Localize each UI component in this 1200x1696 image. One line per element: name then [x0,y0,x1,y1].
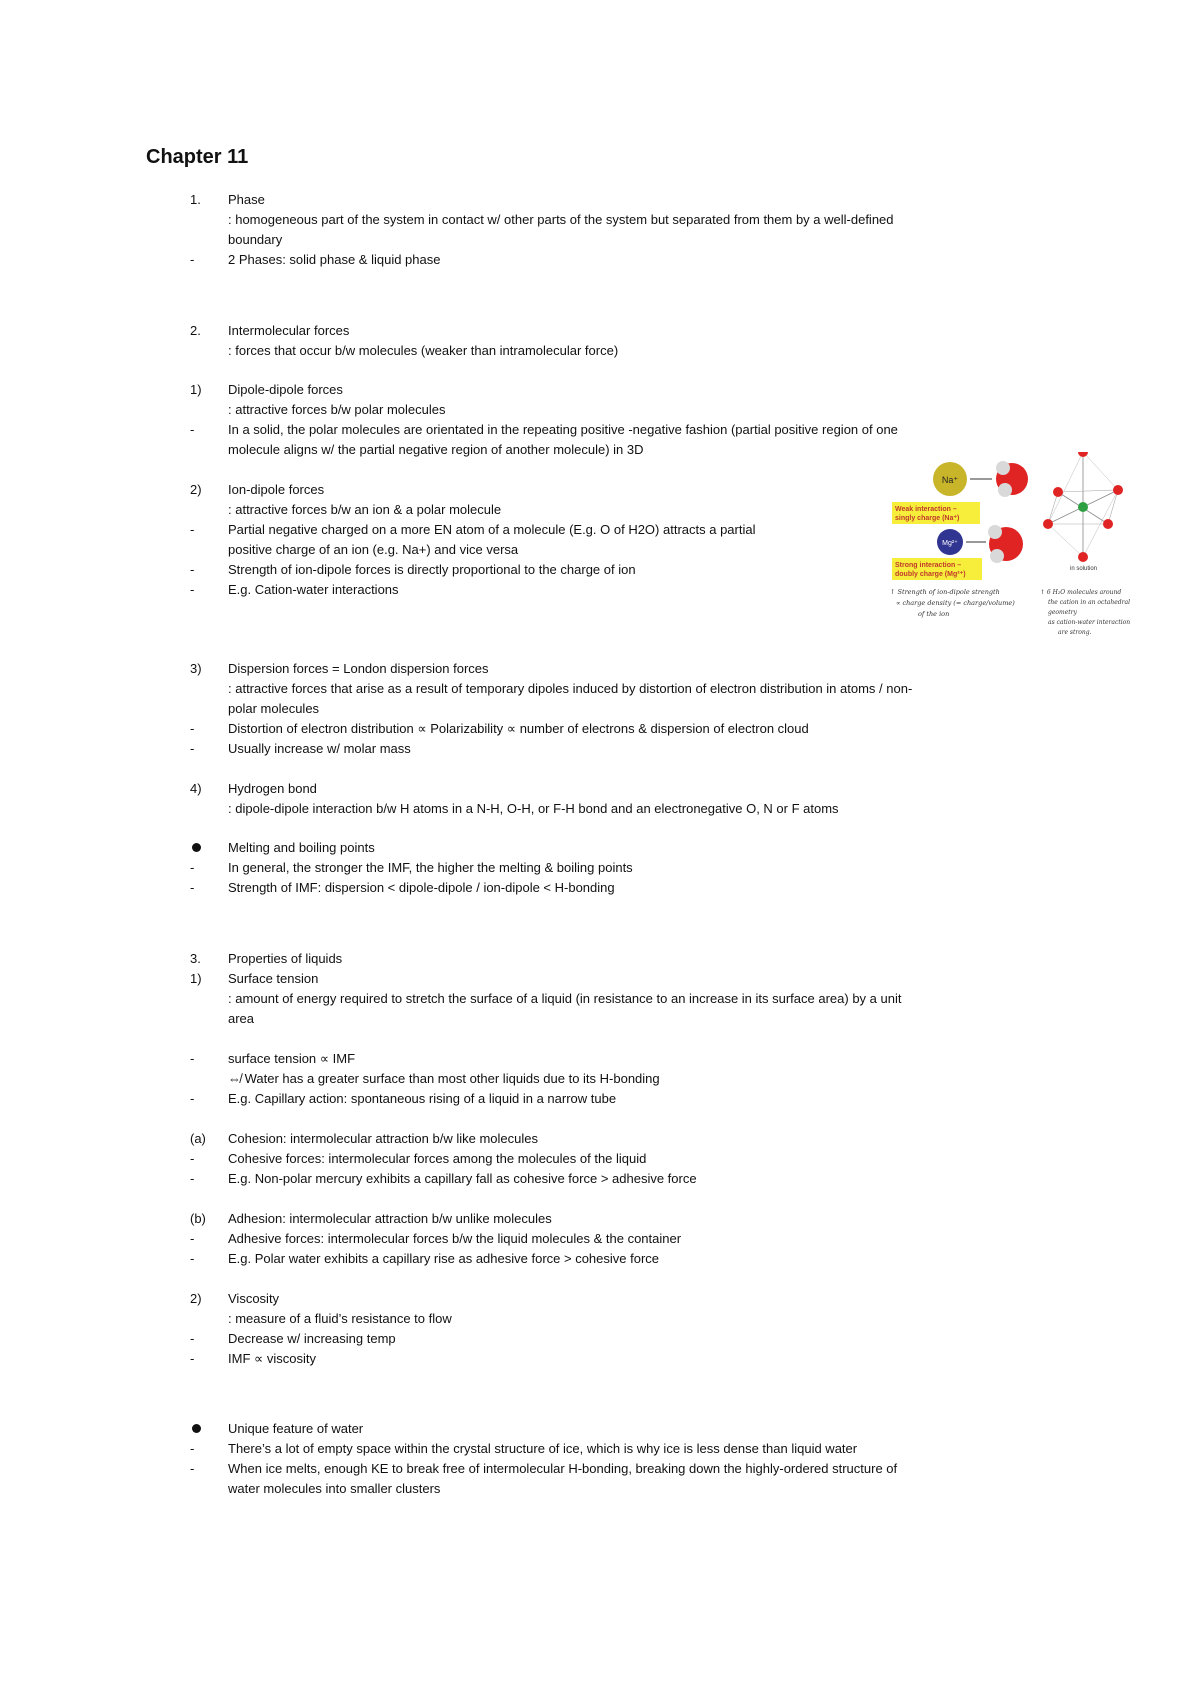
heading-melting-boiling: Melting and boiling points [228,840,375,855]
list-marker: 2. [190,323,201,338]
definition-line: : attractive forces b/w an ion & a polar molecule [228,502,502,517]
list-marker: - [190,1351,195,1366]
list-marker: - [190,1441,195,1456]
definition-line: area [228,1011,255,1026]
list-marker: - [190,1051,195,1066]
water-oxygen [1053,487,1063,497]
water-oxygen [1043,519,1053,529]
list-marker: 3) [190,661,202,676]
list-marker: - [190,422,195,437]
water-oxygen [1078,452,1088,457]
bullet-continuation: water molecules into smaller clusters [228,1481,441,1496]
bullet-line: Strength of IMF: dispersion < dipole-dipole / ion-dipole < H-bonding [228,880,615,895]
bullet-line: Usually increase w/ molar mass [228,741,411,756]
list-marker: 1. [190,192,201,207]
octahedral-hydration-diagram [1043,452,1123,562]
strong-interaction-label: doubly charge (Mg²⁺) [895,571,966,578]
bullet-line: Cohesive forces: intermolecular forces among the molecules of the liquid [228,1151,647,1166]
list-marker: - [190,741,195,756]
water-oxygen [1103,519,1113,529]
list-marker: - [190,1331,195,1346]
heading-dispersion: Dispersion forces = London dispersion forces [228,661,489,676]
definition-line: : amount of energy required to stretch the surface of a liquid (in resistance to an increase in its surface area) by a unit [228,991,902,1006]
magnesium-label: Mg²⁺ [942,540,958,547]
page-title: Chapter 11 [146,146,249,168]
handwritten-note: the cation in an octahedral [1048,599,1130,606]
list-marker: - [190,582,195,597]
definition-line: : measure of a fluid’s resistance to flow [228,1311,452,1326]
bullet-continuation: ⇎ Water has a greater surface than most other liquids due to its H-bonding [228,1071,660,1086]
handwritten-note: are strong. [1058,629,1092,636]
bullet-line: E.g. Non-polar mercury exhibits a capillary fall as cohesive force > adhesive force [228,1171,697,1186]
list-marker: 3. [190,951,201,966]
strong-interaction-label: Strong interaction – [895,562,962,569]
bullet-line: surface tension ∝ IMF [228,1051,356,1066]
definition-line: : attractive forces b/w polar molecules [228,402,446,417]
handwritten-note: of the ion [918,610,950,618]
heading-viscosity: Viscosity [228,1291,280,1306]
central-cation [1078,502,1088,512]
bullet-line: In a solid, the polar molecules are orientated in the repeating positive -negative fashion (partial positive region of one [228,422,898,437]
list-marker: - [190,252,195,267]
bullet-line: Adhesive forces: intermolecular forces b/w the liquid molecules & the container [228,1231,682,1246]
handwritten-note: ∝ charge density (= charge/volume) [896,599,1015,607]
definition-line: : dipole-dipole interaction b/w H atoms in a N-H, O-H, or F-H bond and an electronegative O, N or F atoms [228,801,839,816]
list-marker: - [190,721,195,736]
list-marker: 2) [190,1291,202,1306]
list-marker: (b) [190,1211,206,1226]
list-marker: - [190,562,195,577]
hydrogen-atom [996,461,1010,475]
list-marker: (a) [190,1131,206,1146]
definition-line: boundary [228,232,283,247]
ion-dipole-figure [888,452,1130,642]
bullet-line: E.g. Polar water exhibits a capillary rise as adhesive force > cohesive force [228,1251,660,1266]
heading-ion-dipole: Ion-dipole forces [228,482,325,497]
bullet-line: E.g. Cation-water interactions [228,582,399,597]
list-marker: 4) [190,781,202,796]
list-marker: 2) [190,482,202,497]
bullet-line: There’s a lot of empty space within the crystal structure of ice, which is why ice is less dense than liquid water [228,1441,858,1456]
bullet-line: In general, the stronger the IMF, the higher the melting & boiling points [228,860,633,875]
hydrogen-atom [998,483,1012,497]
bullet-line: Decrease w/ increasing temp [228,1331,396,1346]
definition-line: : attractive forces that arise as a result of temporary dipoles induced by distortion of electron distribution in atoms / non- [228,681,913,696]
definition-line: : homogeneous part of the system in contact w/ other parts of the system but separated from them by a well-defined [228,212,894,227]
bullet-dot [192,1424,201,1433]
bullet-line: IMF ∝ viscosity [228,1351,317,1366]
list-marker: - [190,1151,195,1166]
weak-interaction-label: Weak interaction – [895,506,957,513]
list-marker: 1) [190,971,202,986]
bullet-line: E.g. Capillary action: spontaneous rising of a liquid in a narrow tube [228,1091,617,1106]
hydrogen-atom [990,549,1004,563]
handwritten-note: ↑ 6 H₂O molecules around [1040,589,1122,596]
bullet-dot [192,843,201,852]
handwritten-note: as cation-water interaction [1048,619,1130,626]
water-oxygen [1078,552,1088,562]
list-marker: - [190,860,195,875]
list-marker: - [190,1171,195,1186]
bullet-line: 2 Phases: solid phase & liquid phase [228,252,441,267]
heading-phase: Phase [228,192,265,207]
heading-unique-water: Unique feature of water [228,1421,364,1436]
list-marker: - [190,522,195,537]
bullet-line: When ice melts, enough KE to break free of intermolecular H-bonding, breaking down the highly-ordered structure of [228,1461,898,1476]
heading-intermolecular-forces: Intermolecular forces [228,323,350,338]
bullet-continuation: positive charge of an ion (e.g. Na+) and vice versa [228,542,519,557]
weak-interaction-label: singly charge (Na⁺) [895,515,960,522]
definition-line: : forces that occur b/w molecules (weaker than intramolecular force) [228,343,619,358]
sodium-label: Na⁺ [941,475,959,485]
heading-adhesion: Adhesion: intermolecular attraction b/w unlike molecules [228,1211,552,1226]
heading-surface-tension: Surface tension [228,971,319,986]
bullet-line: Strength of ion-dipole forces is directly proportional to the charge of ion [228,562,636,577]
definition-line: polar molecules [228,701,320,716]
bullet-line: Partial negative charged on a more EN atom of a molecule (E.g. O of H2O) attracts a partial [228,522,756,537]
list-marker: - [190,1091,195,1106]
list-marker: - [190,880,195,895]
bullet-continuation: molecule aligns w/ the partial negative region of another molecule) in 3D [228,442,644,457]
list-marker: - [190,1231,195,1246]
list-marker: - [190,1461,195,1476]
heading-cohesion: Cohesion: intermolecular attraction b/w like molecules [228,1131,538,1146]
heading-hydrogen-bond: Hydrogen bond [228,781,317,796]
list-marker: - [190,1251,195,1266]
hydrogen-atom [988,525,1002,539]
handwritten-note: ↑ Strength of ion-dipole strength [890,588,1000,596]
list-marker: 1) [190,382,202,397]
handwritten-note: geometry [1048,609,1077,616]
heading-properties-liquids: Properties of liquids [228,951,343,966]
heading-dipole-dipole: Dipole-dipole forces [228,382,343,397]
bullet-line: Distortion of electron distribution ∝ Polarizability ∝ number of electrons & dispersion of electron cloud [228,721,809,736]
solution-label: in solution [1070,566,1098,572]
water-oxygen [1113,485,1123,495]
